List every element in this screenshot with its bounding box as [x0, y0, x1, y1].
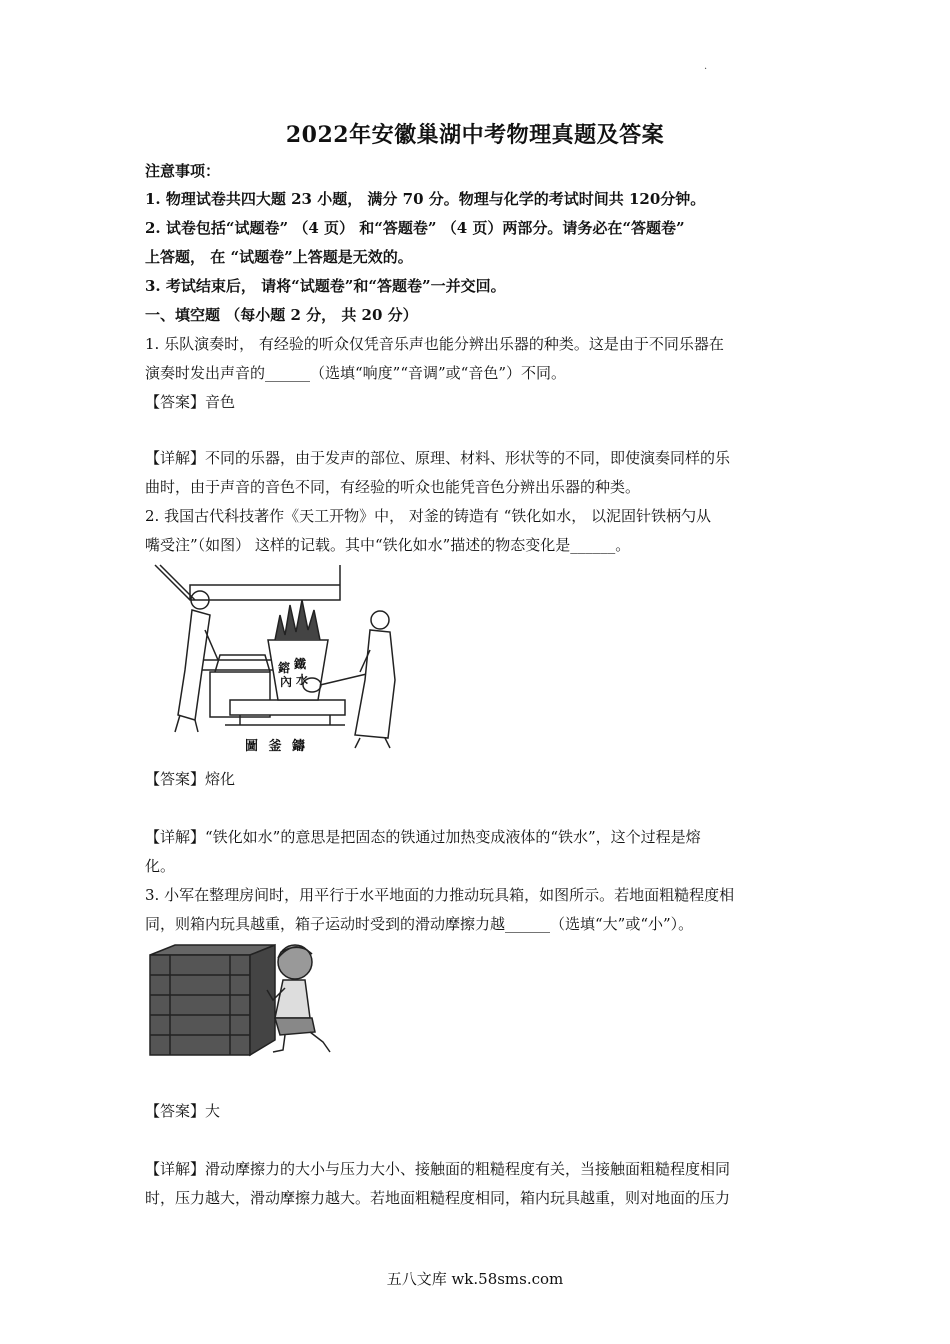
q3-answer: 【答案】大	[145, 1102, 221, 1120]
notice-item-3: 3. 考试结束后， 请将“试题卷”和“答题卷”一并交回。	[145, 277, 506, 295]
notice-item-1: 1. 物理试卷共四大题 23 小题， 满分 70 分。物理与化学的考试时间共 120分钟。	[145, 190, 706, 208]
q3-detail-1: 【详解】滑动摩擦力的大小与压力大小、接触面的粗糙程度有关，当接触面粗糙程度相同	[145, 1160, 731, 1178]
q1-line-1: 1. 乐队演奏时， 有经验的听众仅凭音乐声也能分辨出乐器的种类。这是由于不同乐器在	[145, 335, 724, 353]
figure-caption: 圖 釜 鑄	[245, 739, 309, 754]
figure-label-2: 鐵	[294, 657, 307, 671]
q3-line-1: 3. 小军在整理房间时，用平行于水平地面的力推动玩具箱，如图所示。若地面粗糙程度相	[145, 886, 735, 904]
q1-line-2: 演奏时发出声音的______（选填“响度”“音调”或“音色”）不同。	[145, 364, 567, 382]
boy-pushing-box-illustration	[145, 940, 340, 1060]
notice-heading: 注意事项：	[145, 162, 221, 180]
q1-detail-2: 曲时，由于声音的音色不同，有经验的听众也能凭音色分辨出乐器的种类。	[145, 478, 641, 496]
casting-illustration	[150, 560, 410, 760]
q2-line-1: 2. 我国古代科技著作《天工开物》中， 对釜的铸造有 “铁化如水， 以泥固针铁柄勺从	[145, 507, 712, 525]
notice-item-2: 2. 试卷包括“试题卷” （4 页） 和“答题卷” （4 页）两部分。请务必在“答题卷”	[145, 219, 685, 237]
q2-answer: 【答案】熔化	[145, 770, 236, 788]
q2-line-2: 嘴受注”（如图） 这样的记载。其中“铁化如水”描述的物态变化是______。	[145, 536, 631, 554]
q1-detail-1: 【详解】不同的乐器，由于发声的部位、原理、材料、形状等的不同，即使演奏同样的乐	[145, 449, 731, 467]
q3-line-2: 同，则箱内玩具越重，箱子运动时受到的滑动摩擦力越______（选填“大”或“小”）。	[145, 915, 694, 933]
figure-label-3: 內	[280, 675, 293, 689]
figure-label-4: 水	[296, 673, 309, 687]
q2-detail-1: 【详解】“铁化如水”的意思是把固态的铁通过加热变成液体的“铁水”，这个过程是熔	[145, 828, 701, 846]
header-mark: ·	[704, 64, 708, 75]
figure-label-1: 鎔	[278, 661, 291, 675]
page-title: 2022年安徽巢湖中考物理真题及答案	[285, 122, 665, 148]
q3-detail-2: 时，压力越大，滑动摩擦力越大。若地面粗糙程度相同，箱内玩具越重，则对地面的压力	[145, 1189, 731, 1207]
section-heading: 一、填空题 （每小题 2 分， 共 20 分）	[145, 306, 418, 324]
q2-detail-2: 化。	[145, 857, 176, 875]
footer-watermark: 五八文库 wk.58sms.com	[386, 1270, 564, 1288]
notice-item-2-cont: 上答题， 在 “试题卷”上答题是无效的。	[145, 248, 413, 266]
q1-answer: 【答案】音色	[145, 393, 236, 411]
